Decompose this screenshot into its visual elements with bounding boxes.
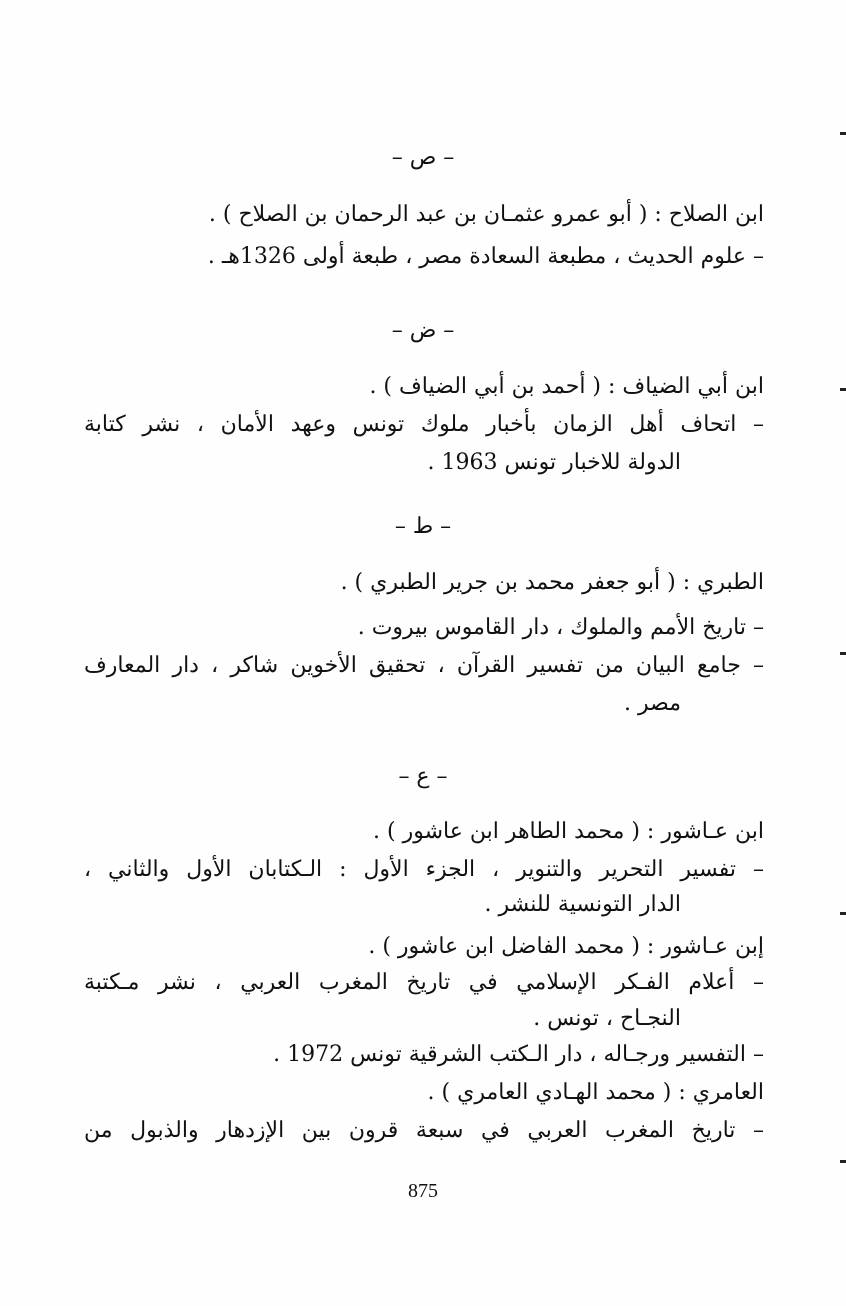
scan-edge-mark [840,388,846,391]
section-heading-sad: – ص – [391,145,455,170]
bibliography-item-continuation: الدولة للاخبار تونس 1963 . [427,450,681,475]
author-entry: الطبري : ( أبو جعفر محمد بن جرير الطبري ) . [340,570,764,595]
scan-edge-mark [840,132,846,135]
author-entry: ابن عـاشور : ( محمد الطاهر ابن عاشور ) . [373,819,764,844]
bibliography-item-continuation: مصر . [624,691,681,716]
bibliography-item: – أعلام الفـكر الإسلامي في تاريخ المغرب العربي ، نشر مـكتبة [84,970,764,995]
author-entry: إبن عـاشور : ( محمد الفاضل ابن عاشور ) . [368,934,764,959]
page-number: 875 [408,1180,438,1202]
bibliography-item: – اتحاف أهل الزمان بأخبار ملوك تونس وعهد الأمان ، نشر كتابة [84,412,764,437]
bibliography-item: – تاريخ المغرب العربي في سبعة قرون بين الإزدهار والذبول من [84,1118,764,1143]
section-heading-ta: – ط – [394,514,452,539]
scan-edge-mark [840,912,846,915]
scan-edge-mark [840,652,846,655]
bibliography-item-continuation: النجـاح ، تونس . [533,1006,681,1031]
bibliography-item: – تاريخ الأمم والملوك ، دار القاموس بيروت . [357,615,764,640]
author-entry: ابن أبي الضياف : ( أحمد بن أبي الضياف ) . [369,374,764,399]
author-entry: ابن الصلاح : ( أبو عمرو عثمـان بن عبد الرحمان بن الصلاح ) . [208,202,764,227]
scan-edge-mark [840,1160,846,1163]
section-heading-dad: – ض – [391,318,455,343]
bibliography-item: – التفسير ورجـاله ، دار الـكتب الشرقية تونس 1972 . [273,1042,764,1067]
bibliography-item-continuation: الدار التونسية للنشر . [484,892,681,917]
bibliography-item: – علوم الحديث ، مطبعة السعادة مصر ، طبعة أولى 1326هـ . [207,244,764,269]
author-entry: العامري : ( محمد الهـادي العامري ) . [427,1080,764,1105]
bibliography-item: – جامع البيان من تفسير القرآن ، تحقيق الأخوين شاكر ، دار المعارف [84,653,764,678]
section-heading-ayn: – ع – [398,764,448,789]
bibliography-item: – تفسير التحرير والتنوير ، الجزء الأول : الـكتابان الأول والثاني ، [84,857,764,882]
